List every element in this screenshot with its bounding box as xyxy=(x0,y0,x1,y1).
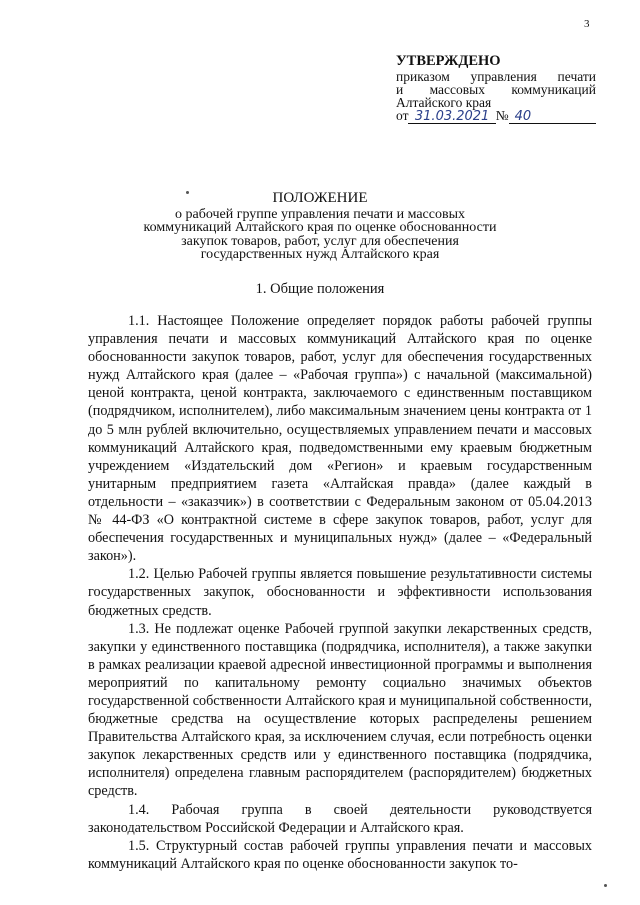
document-subtitle-line-1: о рабочей группе управления печати и массовых xyxy=(174,206,465,222)
approval-stamp-block xyxy=(396,55,596,124)
document-subtitle-line-2: коммуникаций Алтайского края по оценке обоснованности xyxy=(143,220,497,235)
document-title-block xyxy=(130,192,510,262)
scan-speck xyxy=(186,191,189,194)
paragraph-1-5: 1.5. Структурный состав рабочей группы управления печати и массовых коммуникаций Алтайского края по оценке обоснованности закупок то- xyxy=(88,837,592,872)
approval-line-3: Алтайского края xyxy=(396,95,492,110)
approval-number-sign: № xyxy=(495,108,509,123)
paragraph-1-1: 1.1. Настоящее Положение определяет порядок работы рабочей группы управления печати и массовых коммуникаций Алтайского края по оценке обоснованности закупок товаров, работ, услуг для обеспечения государственных нужд Алтайского края (далее – «Рабочая группа») с начальной (максимальной) ценой контракта, ценой контракта, заключаемого с единственным поставщиком (подрядчиком, исполнителем), либо максимальным значением цены контракта от 1 до 5 млн рублей включительно, осуществляемых управлением печати и массовых коммуникаций Алтайского края, подведомственными ему краевым бюджетным учреждением «Издательский дом «Регион» и краевым государственным унитарным предприятием газета «Алтайская правда» (далее каждый в отдельности – «заказчик») в соответствии с Федеральным законом от 05.04.2013 № 44-ФЗ «О контрактной системе в сфере закупок товаров, работ, услуг для обеспечения государственных и муниципальных нужд» (далее – «Федеральный закон»). xyxy=(88,313,592,565)
paragraph-1-3: 1.3. Не подлежат оценке Рабочей группой закупки лекарственных средств, закупки у единственного поставщика (подрядчика, исполнителя), а также закупки в рамках реализации краевой адресной инвестиционной программы и выполнения мероприятий по капитальному ремонту социально значимых объектов государственной собственности Алтайского края и муниципальной собственности, бюджетные средства на осуществление которых распределены решением Правительства Алтайского края, за исключением случая, если потребность оценки закупок лекарственных средств или у единственного поставщика (подрядчика, исполнителя) определена главным распорядителем (распорядителем) бюджетных средств. xyxy=(88,620,592,800)
section-heading: 1. Общие положения xyxy=(255,281,385,297)
handwritten-date: 31.03.2021 xyxy=(408,110,495,124)
approval-date-prefix: от xyxy=(396,108,409,123)
paragraph-1-2: 1.2. Целью Рабочей группы является повышение результативности системы государственных закупок, обоснованности и эффективности использования бюджетных средств. xyxy=(88,566,592,619)
handwritten-order-number: 40 xyxy=(509,110,596,124)
approval-line-2: и массовых коммуникаций xyxy=(396,82,596,97)
approval-line-1: приказом управления печати xyxy=(396,69,596,84)
document-subtitle-line-4: государственных нужд Алтайского края xyxy=(200,247,440,262)
approval-heading: УТВЕРЖДЕНО xyxy=(396,53,501,69)
paragraph-1-4: 1.4. Рабочая группа в своей деятельности руководствуется законодательством Российской Федерации и Алтайского края. xyxy=(88,801,592,836)
page-number: 3 xyxy=(584,18,590,30)
document-subtitle-line-3: закупок товаров, работ, услуг для обеспечения xyxy=(181,233,459,249)
document-body xyxy=(88,312,592,873)
scan-speck xyxy=(604,884,607,887)
approval-date-row xyxy=(396,109,596,124)
document-title: ПОЛОЖЕНИЕ xyxy=(272,190,368,206)
